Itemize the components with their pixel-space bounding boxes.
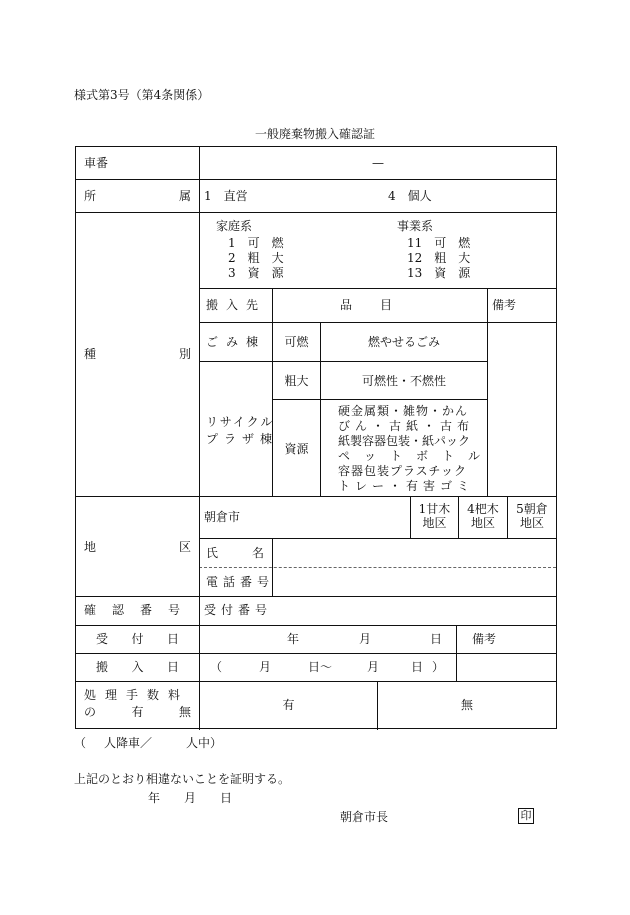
delivery-date-label: 搬 入 日 <box>96 660 179 674</box>
business-item: 13 資 源 <box>407 266 471 280</box>
row-divider <box>76 596 556 597</box>
row-divider <box>272 399 487 400</box>
shigen-type: 資源 <box>284 442 309 456</box>
form-number: 様式第3号（第4条関係） <box>74 88 210 102</box>
row-divider <box>76 653 556 654</box>
area-label: 地 区 <box>84 540 191 554</box>
delivery-month-from: 月 <box>259 660 272 674</box>
fee-label-line1: 処理手数料 <box>84 688 190 702</box>
recycle-plaza-label-line1: リサイクル <box>206 415 275 429</box>
row-divider <box>76 496 556 497</box>
delivery-day-to: 日 <box>411 660 424 674</box>
affiliation-label: 所 属 <box>84 189 191 203</box>
shigen-desc-line: びん・古紙・古布 <box>338 419 475 433</box>
vehicle-number-value: — <box>372 156 384 170</box>
delivery-day-from: 日〜 <box>308 660 333 674</box>
row-divider <box>199 361 487 362</box>
row-divider <box>199 322 556 323</box>
signer-title: 朝倉市長 <box>340 810 389 824</box>
certify-text: 上記のとおり相違ないことを証明する。 <box>74 772 291 786</box>
name-label: 氏 名 <box>206 546 264 560</box>
gomi-desc: 燃やせるごみ <box>367 335 440 349</box>
receipt-number-label: 受付番号 <box>204 603 273 617</box>
shigen-desc-line: ペットボトル <box>338 449 495 463</box>
remarks-header: 備考 <box>492 298 517 312</box>
phone-label: 電話番号 <box>206 575 275 589</box>
date-day: 日 <box>220 791 233 805</box>
business-item: 11 可 燃 <box>407 236 471 250</box>
delivery-close-paren: ） <box>432 660 445 674</box>
reception-month: 月 <box>359 632 372 646</box>
dashed-divider <box>199 567 556 568</box>
fee-label-line2: の 有 無 <box>84 705 191 719</box>
row-divider <box>76 179 556 180</box>
reception-day: 日 <box>430 632 443 646</box>
fee-yes: 有 <box>282 698 295 712</box>
household-heading: 家庭系 <box>216 219 253 233</box>
passenger-middle: 人中） <box>186 736 223 750</box>
item-header: 品目 <box>339 298 420 312</box>
shigen-desc-line: 紙製容器包装・紙パック <box>338 434 471 448</box>
business-item: 12 粗 大 <box>407 251 471 265</box>
row-divider <box>76 681 556 682</box>
certificate-table <box>75 146 557 729</box>
household-item: 2 粗 大 <box>228 251 284 265</box>
gomi-building-label: ごみ棟 <box>206 335 267 349</box>
passenger-open-paren: （ <box>74 736 87 750</box>
column-divider <box>456 625 457 681</box>
reception-date-label: 受 付 日 <box>96 632 179 646</box>
shigen-desc-line: トレー・有害ゴミ <box>338 479 475 493</box>
district-asakura: 5朝倉 地区 <box>516 502 548 530</box>
reception-remarks: 備考 <box>472 632 497 646</box>
date-month: 月 <box>184 791 197 805</box>
confirmation-number-label: 確認番号 <box>84 603 197 617</box>
fee-no: 無 <box>460 698 473 712</box>
row-divider <box>199 538 556 539</box>
sodai-desc: 可燃性・不燃性 <box>361 374 446 388</box>
reception-year: 年 <box>287 632 300 646</box>
affiliation-individual: 4 個人 <box>388 189 432 203</box>
column-divider <box>199 147 200 730</box>
delivery-month-to: 月 <box>367 660 380 674</box>
affiliation-direct: 1 直営 <box>204 189 248 203</box>
sodai-type: 粗大 <box>284 374 309 388</box>
business-heading: 事業系 <box>397 219 434 233</box>
household-item: 3 資 源 <box>228 266 284 280</box>
vehicle-number-label: 車番 <box>84 156 109 170</box>
row-divider <box>76 212 556 213</box>
shigen-desc-line: 硬金属類・雑物・かん <box>338 404 469 418</box>
column-divider <box>272 288 273 496</box>
shigen-desc-line: 容器包装プラスチック <box>338 464 468 478</box>
gomi-type: 可燃 <box>284 335 309 349</box>
city-name: 朝倉市 <box>204 510 241 524</box>
delivery-open-paren: （ <box>210 660 223 674</box>
row-divider <box>76 625 556 626</box>
seal-mark: 印 <box>518 808 534 824</box>
column-divider <box>487 288 488 496</box>
category-label: 種 別 <box>84 347 191 361</box>
household-item: 1 可 燃 <box>228 236 284 250</box>
passenger-descend: 人降車／ <box>104 736 153 750</box>
date-year: 年 <box>148 791 161 805</box>
district-amagi: 1甘木 地区 <box>418 502 451 530</box>
row-divider <box>199 288 556 289</box>
destination-header: 搬入先 <box>206 298 267 312</box>
recycle-plaza-label-line2: プラザ棟 <box>206 432 279 446</box>
district-haki: 4杷木 地区 <box>467 502 499 530</box>
document-title: 一般廃棄物搬入確認証 <box>254 127 375 141</box>
